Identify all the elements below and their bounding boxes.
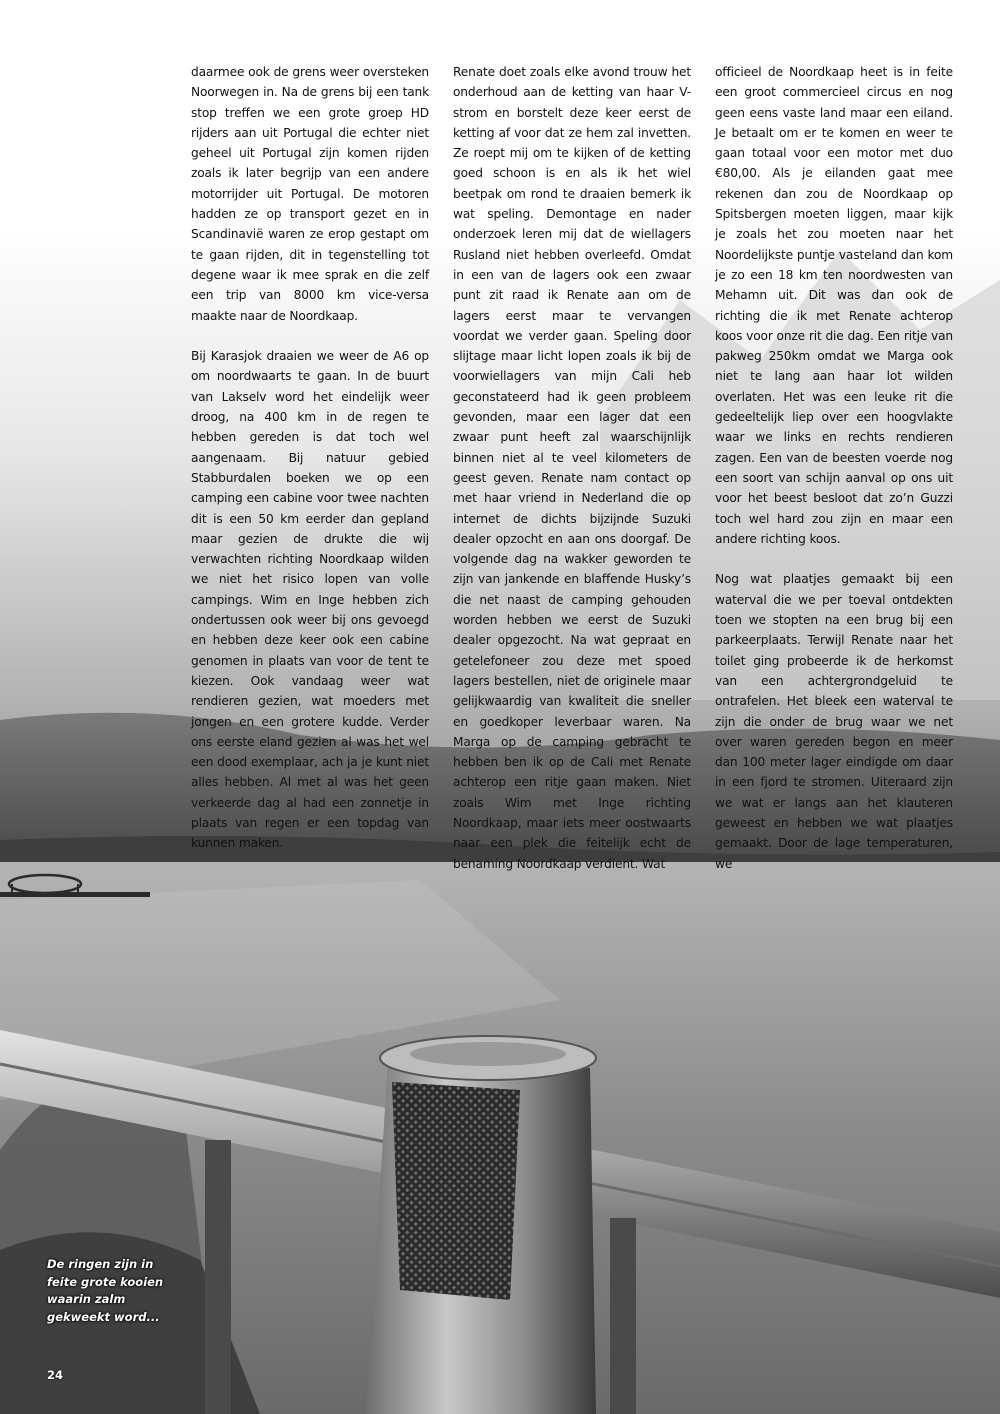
article-column-1 bbox=[191, 62, 429, 874]
paragraph: Renate doet zoals elke avond trouw het onderhoud aan de ketting van haar V-strom en borstelt deze keer eerst de ketting af voor dat ze hem zal invetten. Ze roept mij om te kijken of de ketting goed schoon is en als ik het wiel beetpak om rond te draaien bemerk ik wat speling. Demontage en nader onderzoek leren mij dat de wiellagers Rusland niet hebben overleefd. Omdat in een van de lagers ook een zwaar punt zit raad ik Renate aan om de lagers eerst maar te vervangen voordat we verder gaan. Speling door slijtage maar licht lopen zoals ik bij de voorwiellagers van mijn Cali heb geconstateerd had ik geen probleem gevonden, maar een lager dat een zwaar punt heeft zal waarschijnlijk binnen niet al te veel kilometers de geest geven. Renate nam contact op met haar vriend in Nederland die op internet de dichts bijzijnde Suzuki dealer opzocht en aan ons doorgaf. De volgende dag na wakker geworden te zijn van jankende en blaffende Husky’s die net naast de camping gehouden worden hebben we eerst de Suzuki dealer opgezocht. Na wat gepraat en getelefoneer zou deze met spoed lagers bestellen, niet de originele maar gelijkwaardig van kwaliteit die sneller en goedkoper leverbaar waren. Na Marga op de camping gebracht te hebben ben ik op de Cali met Renate achterop een ritje gaan maken. Niet zoals Wim met Inge richting Noordkaap, maar iets meer oostwaarts naar een plek die feitelijk echt de benaming Noordkaap verdient. Wat bbox=[453, 65, 691, 871]
paragraph: Nog wat plaatjes gemaakt bij een waterval die we per toeval ontdekten toen we stopten na een brug bij een parkeerplaats. Terwijl Renate naar het toilet ging probeerde ik de herkomst van een achtergrondgeluid te ontrafelen. Het bleek een waterval te zijn die onder de brug waar we net over waren gereden begon en meer dan 100 meter lager eindigde om daar in een fjord te stromen. Uiteraard zijn we wat er langs aan het klauteren geweest en hebben we wat plaatjes gemaakt. Door de lage temperaturen, we bbox=[715, 572, 953, 871]
article-column-2 bbox=[453, 62, 691, 894]
article-column-3 bbox=[715, 62, 953, 894]
page-number: 24 bbox=[47, 1368, 64, 1382]
paragraph: daarmee ook de grens weer oversteken Noorwegen in. Na de grens bij een tank stop treffen we een grote groep HD rijders aan uit Portugal die echter niet geheel uit Portugal zijn komen rijden zoals ik later begrijp van een andere motorrijder uit Portugal. De motoren hadden ze op transport gezet en in Scandinavië waren ze erop gestapt om te gaan rijden, dit in tegenstelling tot degene waar ik mee sprak en die zelf een trip van 8000 km vice-versa maakte naar de Noordkaap. bbox=[191, 65, 429, 323]
photo-caption: De ringen zijn in feite grote kooien waarin zalm gekweekt word... bbox=[47, 1257, 164, 1324]
paragraph: Bij Karasjok draaien we weer de A6 op om noordwaarts te gaan. In de buurt van Lakselv word het eindelijk weer droog, na 400 km in de regen te hebben gereden is dat toch wel aangenaam. Bij natuur gebied Stabburdalen boeken we op een camping een cabine voor twee nachten dit is een 50 km eerder dan gepland maar gezien de drukte die wij verwachten richting Noordkaap wilden we niet het risico lopen van volle campings. Wim en Inge hebben zich ondertussen ook weer bij ons gevoegd en hebben deze keer ook een cabine genomen in plaats van voor de tent te kiezen. Ook vandaag weer wat rendieren gezien, wat moeders met jongen en een grotere kudde. Verder ons eerste eland gezien al was het wel een dood exemplaar, ach ja je kunt niet alles hebben. Al met al was het geen verkeerde dag al had een zonnetje in plaats van regen er een topdag van kunnen maken. bbox=[191, 349, 429, 851]
trash-bin bbox=[366, 1036, 596, 1414]
paragraph: officieel de Noordkaap heet is in feite een groot commercieel circus en nog geen eens vaste land maar een eiland. Je betaalt om er te komen en weer te gaan totaal voor een motor met duo €80,00. Als je eilanden gaat mee rekenen dan zou de Noordkaap op Spitsbergen moeten liggen, maar kijk je zoals het zou moeten naar het Noordelijkste puntje vasteland dan kom je zo een 18 km ten noordwesten van Mehamn uit. Dit was dan ook de richting die ik met Renate achterop koos voor onze rit die dag. Een ritje van pakweg 250km omdat we Marga ook niet te lang aan haar lot wilden overlaten. Het was een leuke rit die gedeeltelijk liep over een hoogvlakte waar we links en rechts rendieren zagen. Een van de beesten voerde nog een soort van schijn aanval op ons uit voor het beest besloot dat zo’n Guzzi toch wel hard zou zijn en maar een andere richting koos. bbox=[715, 65, 953, 546]
